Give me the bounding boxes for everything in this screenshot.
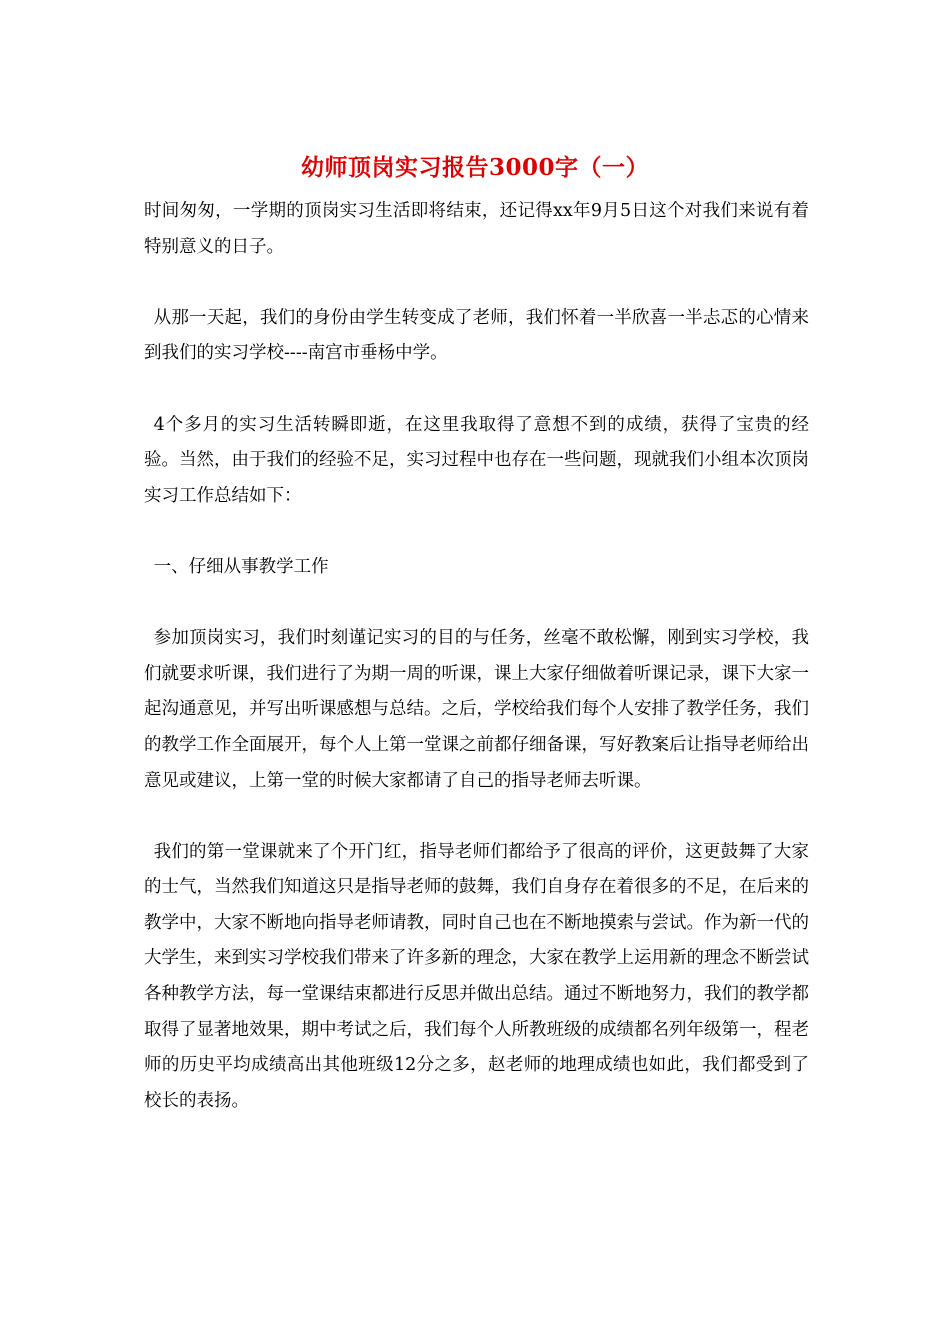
document-title: 幼师顶岗实习报告3000字（一） [300,154,649,181]
paragraph-summary-intro: 4个多月的实习生活转瞬即逝，在这里我取得了意想不到的成绩，获得了宝贵的经验。当然，由于我们的经验不足，实习过程中也存在一些问题，现就我们小组本次顶岗实习工作总结如下： [144,414,809,506]
paragraph-identity-change: 从那一天起，我们的身份由学生转变成了老师，我们怀着一半欣喜一半忐忑的心情来到我们的实习学校----南宫市垂杨中学。 [144,307,809,364]
paragraph-teaching-work: 参加顶岗实习，我们时刻谨记实习的目的与任务，丝毫不敢松懈，刚到实习学校，我们就要求听课，我们进行了为期一周的听课，课上大家仔细做着听课记录，课下大家一起沟通意见，并写出听课感想与总结。之后，学校给我们每个人安排了教学任务，我们的教学工作全面展开，每个人上第一堂课之前都仔细备课，写好教案后让指导老师给出意见或建议，上第一堂的时候大家都请了自己的指导老师去听课。 [144,628,809,791]
paragraph-intro: 时间匆匆，一学期的顶岗实习生活即将结束，还记得xx年9月5日这个对我们来说有着特别意义的日子。 [144,201,809,257]
paragraph-first-class: 我们的第一堂课就来了个开门红，指导老师们都给予了很高的评价，这更鼓舞了大家的士气，当然我们知道这只是指导老师的鼓舞，我们自身存在着很多的不足，在后来的教学中，大家不断地向指导老师请教，同时自己也在不断地摸索与尝试。作为新一代的大学生，来到实习学校我们带来了许多新的理念，大家在教学上运用新的理念不断尝试各种教学方法，每一堂课结束都进行反思并做出总结。通过不断地努力，我们的教学都取得了显著地效果，期中考试之后，我们每个人所教班级的成绩都名列年级第一，程老师的历史平均成绩高出其他班级12分之多，赵老师的地理成绩也如此，我们都受到了校长的表扬。 [144,841,809,1111]
section-heading-teaching: 一、仔细从事教学工作 [153,556,329,577]
document-body [144,194,809,1155]
